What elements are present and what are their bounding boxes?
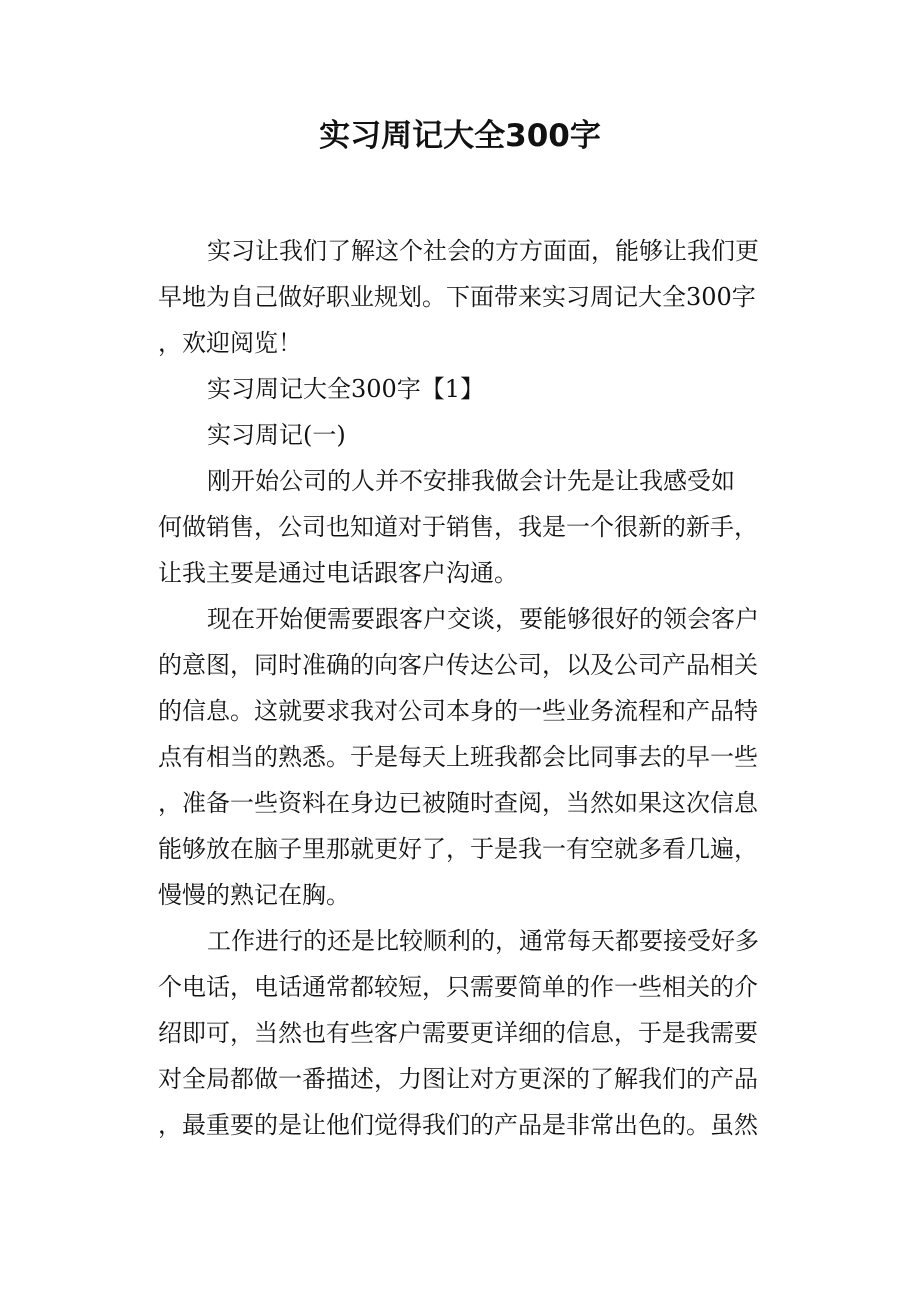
section-heading: 实习周记大全300字【1】 — [207, 375, 485, 403]
paragraph-line: ，欢迎阅览！ — [158, 329, 302, 357]
document-title: 实习周记大全300字 — [319, 118, 601, 154]
paragraph-line: 点有相当的熟悉。于是每天上班我都会比同事去的早一些 — [158, 743, 758, 771]
paragraph-line: 早地为自己做好职业规划。下面带来实习周记大全300字 — [158, 283, 756, 311]
paragraph-line: 刚开始公司的人并不安排我做会计先是让我感受如 — [207, 467, 735, 495]
paragraph-line: ，准备一些资料在身边已被随时查阅，当然如果这次信息 — [158, 789, 758, 817]
document-body — [158, 228, 770, 1148]
paragraph-line: 对全局都做一番描述，力图让对方更深的了解我们的产品 — [158, 1065, 758, 1093]
paragraph-line: 的意图，同时准确的向客户传达公司，以及公司产品相关 — [158, 651, 758, 679]
paragraph-line: 慢慢的熟记在胸。 — [158, 881, 350, 909]
paragraph-line: 现在开始便需要跟客户交谈，要能够很好的领会客户 — [207, 605, 759, 633]
paragraph-line: 何做销售，公司也知道对于销售，我是一个很新的新手， — [158, 513, 758, 541]
paragraph-line: ，最重要的是让他们觉得我们的产品是非常出色的。虽然 — [158, 1111, 758, 1139]
paragraph-line: 绍即可，当然也有些客户需要更详细的信息，于是我需要 — [158, 1019, 758, 1047]
paragraph-line: 工作进行的还是比较顺利的，通常每天都要接受好多 — [207, 927, 759, 955]
subsection-heading: 实习周记(一) — [207, 421, 346, 449]
paragraph-line: 个电话，电话通常都较短，只需要简单的作一些相关的介 — [158, 973, 758, 1001]
paragraph-line: 的信息。这就要求我对公司本身的一些业务流程和产品特 — [158, 697, 758, 725]
paragraph-line: 让我主要是通过电话跟客户沟通。 — [158, 559, 518, 587]
paragraph-line: 实习让我们了解这个社会的方方面面，能够让我们更 — [207, 237, 759, 265]
paragraph-line: 能够放在脑子里那就更好了，于是我一有空就多看几遍， — [158, 835, 758, 863]
